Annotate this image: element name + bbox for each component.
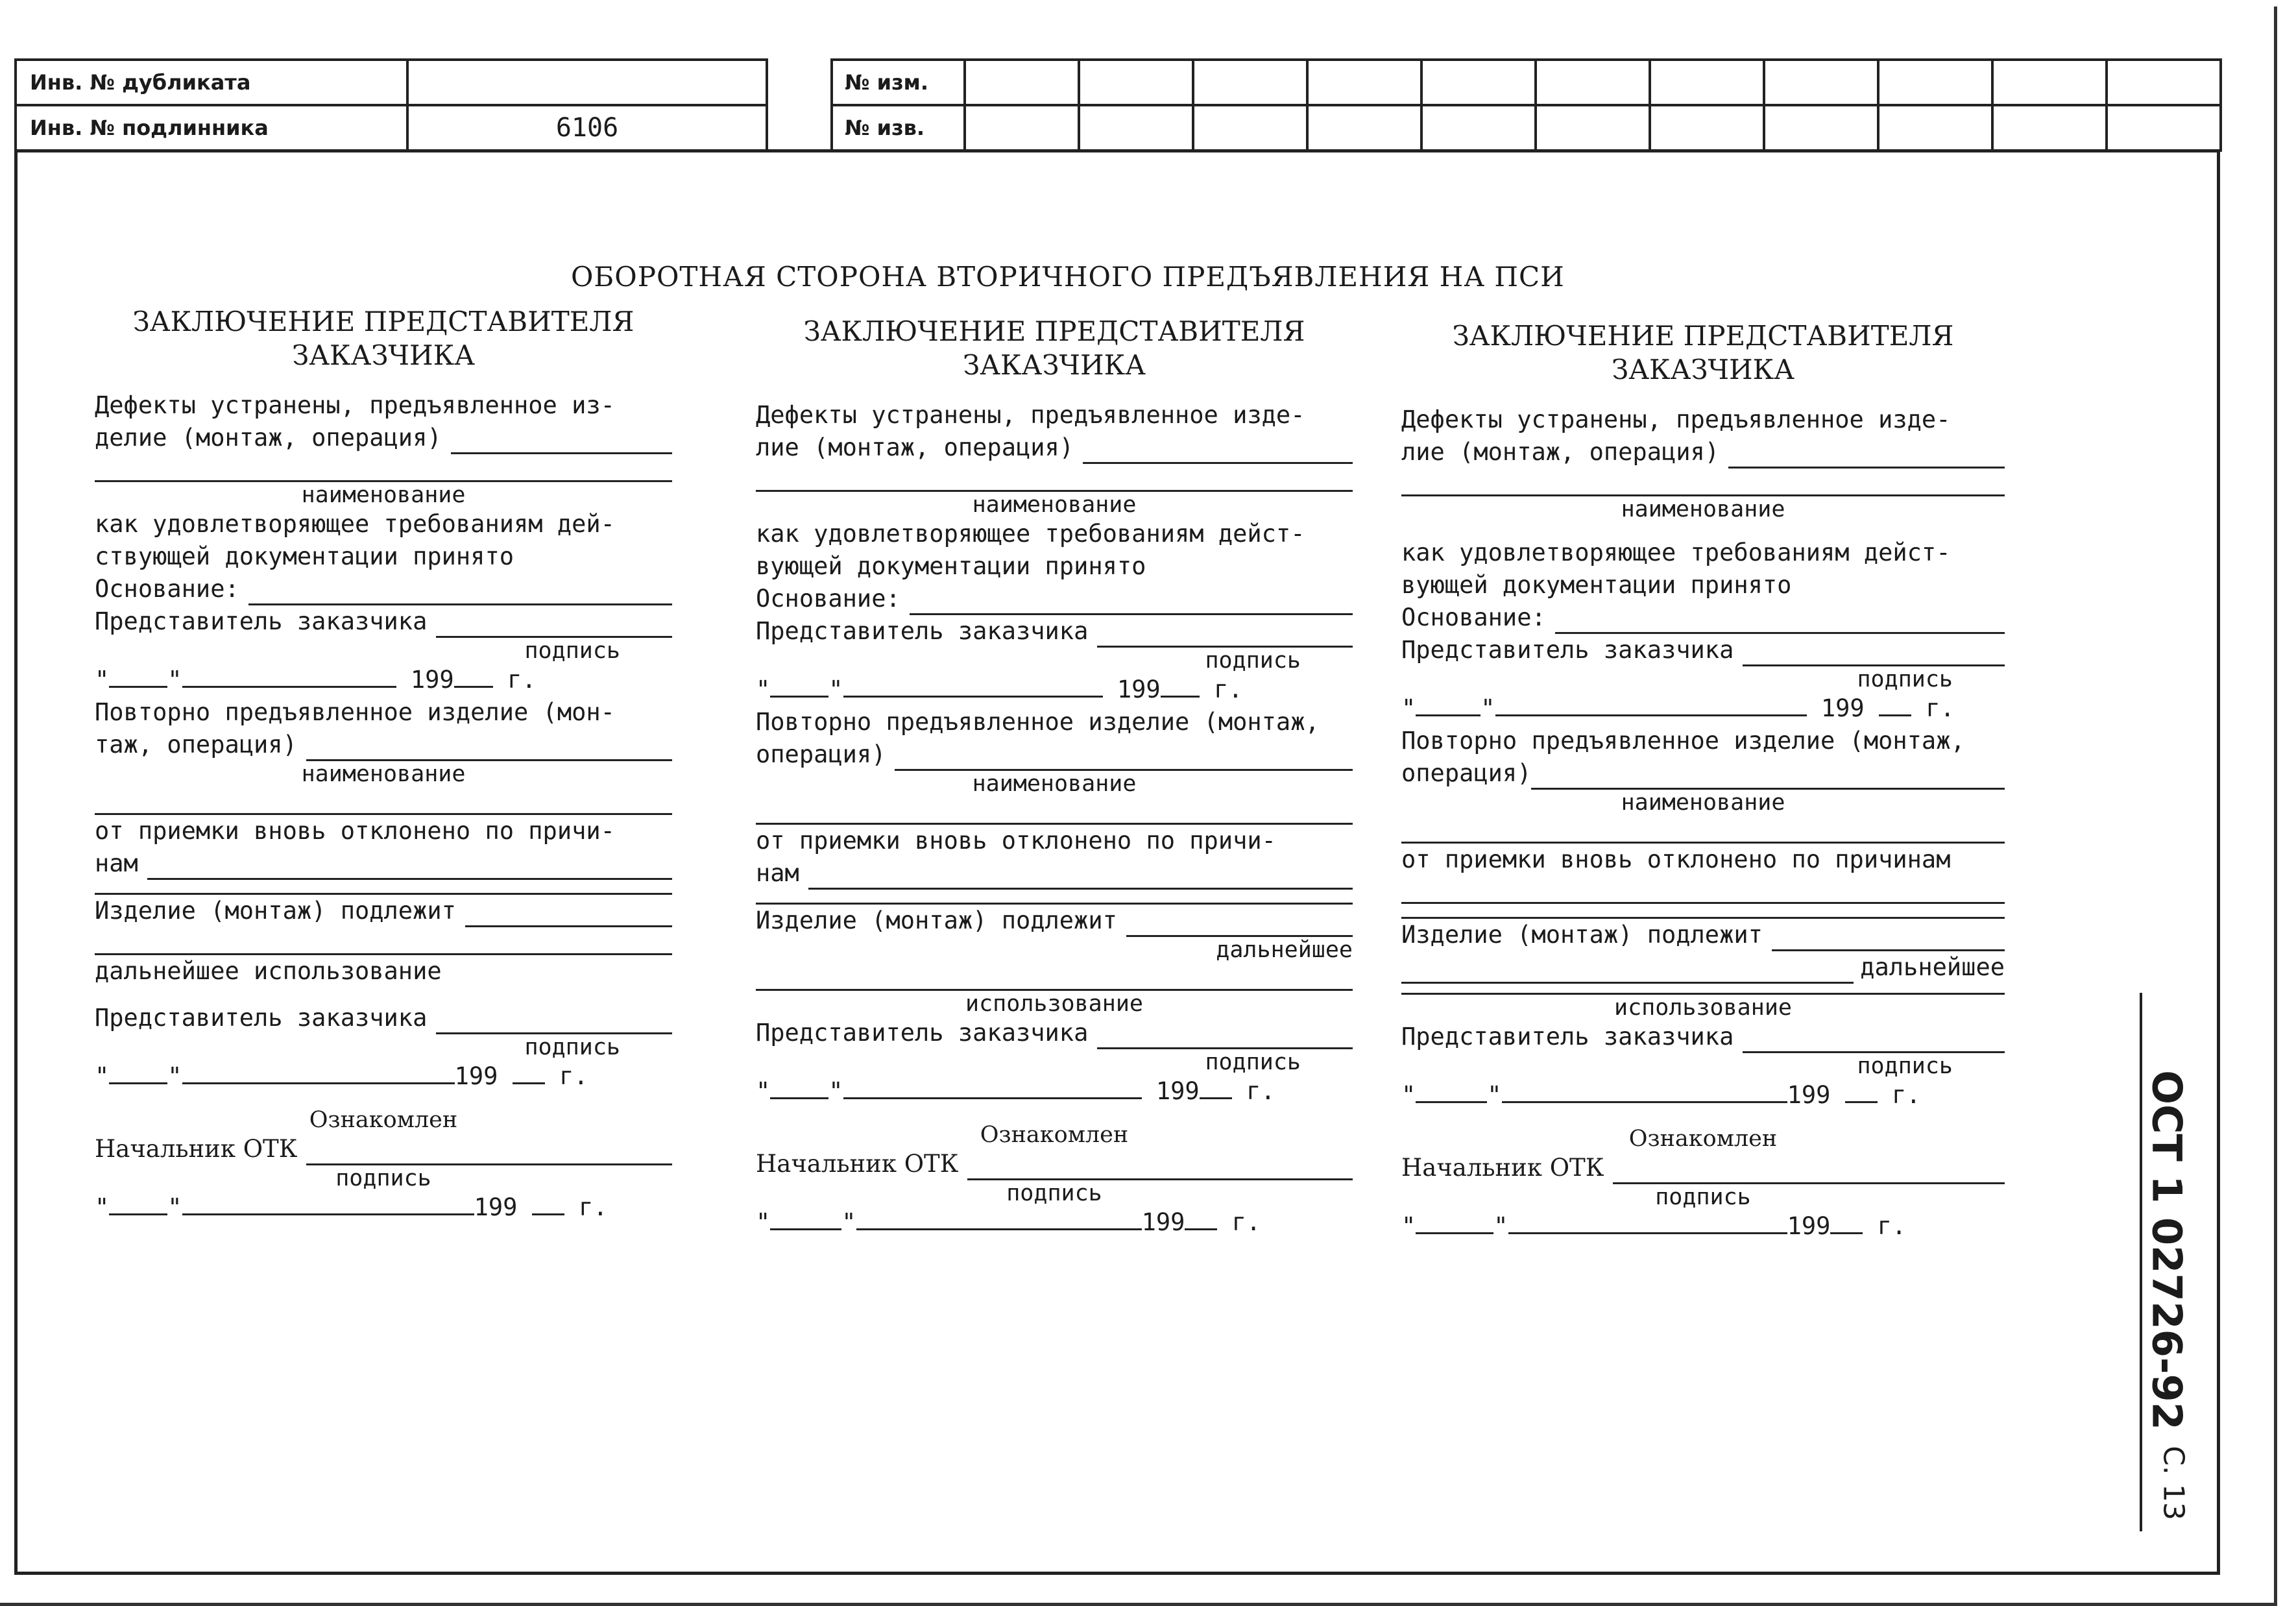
change-cell — [1650, 105, 1764, 151]
quote-mark: " — [1401, 1081, 1416, 1109]
fill-line[interactable] — [1401, 960, 1854, 984]
fill-line[interactable] — [1401, 876, 2005, 904]
caption: подпись — [1857, 666, 1953, 692]
fill-line[interactable] — [1531, 766, 2005, 790]
form-row — [756, 857, 1353, 890]
fill-line[interactable] — [95, 787, 672, 815]
month-blank[interactable] — [182, 1062, 455, 1084]
quote-mark: " — [1480, 694, 1495, 722]
quote-mark: " — [95, 1193, 110, 1221]
signature-line[interactable] — [1743, 1029, 2005, 1053]
year-suffix: г. — [1246, 1077, 1275, 1105]
standard-code: ОСТ 1 02726-92 — [2143, 1070, 2191, 1430]
change-cell — [1193, 105, 1307, 151]
text-line: ствующей документации принято — [95, 542, 514, 570]
day-blank[interactable] — [770, 675, 828, 698]
year-suffix: г. — [1877, 1212, 1907, 1240]
year-prefix: 199 — [1141, 1208, 1185, 1236]
fill-line[interactable] — [756, 890, 1353, 905]
dup-value — [407, 60, 767, 105]
change-cell — [1536, 105, 1650, 151]
heading-line: ЗАКАЗЧИКА — [1612, 354, 1795, 385]
otk-label: Начальник ОТК — [1401, 1154, 1604, 1182]
month-blank[interactable] — [856, 1208, 1142, 1230]
text-line: таж, операция) — [95, 731, 297, 759]
form-row — [756, 615, 1353, 648]
heading-line: ЗАКЛЮЧЕНИЕ ПРЕДСТАВИТЕЛЯ — [1452, 320, 1954, 352]
fill-line[interactable] — [465, 903, 672, 927]
change-cell — [1878, 105, 1992, 151]
page-number: С. 13 — [2157, 1446, 2190, 1520]
month-blank[interactable] — [843, 675, 1103, 698]
caption: подпись — [524, 1034, 620, 1060]
caption: наименование — [972, 492, 1137, 518]
signature-line[interactable] — [967, 1156, 1353, 1180]
year-blank[interactable] — [1200, 1077, 1232, 1099]
text-line: как удовлетворяющее требованиям дейст- — [1401, 539, 1951, 566]
date-row — [756, 1075, 1353, 1108]
quote-mark: " — [1487, 1081, 1502, 1109]
quote-mark: " — [167, 666, 182, 694]
fill-line[interactable] — [910, 591, 1353, 615]
text-line: вующей документации принято — [756, 552, 1146, 580]
change-cell — [1307, 60, 1421, 105]
inventory-stamp — [14, 58, 768, 152]
caption: подпись — [1006, 1180, 1102, 1206]
orig-label: Инв. № подлинника — [16, 105, 407, 151]
form-row — [756, 1148, 1353, 1180]
text-line: нам — [756, 859, 799, 887]
text-line: делие (монтаж, операция) — [95, 424, 442, 452]
year-blank[interactable] — [513, 1062, 545, 1084]
year-suffix: г. — [507, 666, 537, 694]
fill-line[interactable] — [95, 454, 672, 482]
caption: подпись — [1857, 1053, 1953, 1079]
rep-label: Представитель заказчика — [95, 607, 428, 635]
day-blank[interactable] — [1416, 1080, 1487, 1103]
form-row — [1401, 634, 2005, 666]
date-row — [1401, 692, 2005, 725]
form-row — [1401, 436, 2005, 468]
change-cell — [2107, 105, 2221, 151]
quote-mark: " — [95, 1062, 110, 1090]
fill-line[interactable] — [248, 581, 672, 605]
quote-mark: " — [1401, 1212, 1416, 1240]
fill-line[interactable] — [1083, 440, 1353, 464]
year-blank[interactable] — [1879, 694, 1911, 716]
form-row — [95, 605, 672, 638]
day-blank[interactable] — [770, 1077, 828, 1099]
text-line: от приемки вновь отклонено по причи- — [95, 817, 615, 845]
quote-mark: " — [828, 1077, 843, 1105]
year-prefix: 199 — [1155, 1077, 1200, 1105]
day-blank[interactable] — [770, 1208, 841, 1230]
form-row — [95, 895, 672, 927]
form-row — [1401, 757, 2005, 790]
date-row — [95, 664, 672, 696]
acquainted-label: Ознакомлен — [1628, 1126, 1778, 1152]
basis-label: Основание: — [95, 575, 239, 603]
year-prefix: 199 — [1787, 1081, 1831, 1109]
designation-rule — [2140, 993, 2142, 1531]
change-cell — [1307, 105, 1421, 151]
text-line: лие (монтаж, операция) — [1401, 438, 1720, 466]
form-row — [1401, 602, 2005, 634]
rep-label: Представитель заказчика — [756, 1019, 1089, 1047]
document-designation — [2115, 993, 2206, 1551]
fill-line[interactable] — [306, 737, 672, 761]
signature-line[interactable] — [306, 1141, 672, 1165]
text-line: нам — [95, 849, 138, 877]
caption: наименование — [301, 482, 466, 508]
change-cell — [965, 105, 1079, 151]
form-row — [1401, 919, 2005, 951]
form-row — [1401, 1152, 2005, 1184]
acquainted-label: Ознакомлен — [980, 1122, 1129, 1148]
heading-line: ЗАКЛЮЧЕНИЕ ПРЕДСТАВИТЕЛЯ — [132, 306, 634, 337]
fill-line[interactable] — [1401, 984, 2005, 995]
year-blank[interactable] — [1185, 1208, 1217, 1230]
form-row — [95, 422, 672, 454]
text-line: Дефекты устранены, предъявленное изде- — [1401, 406, 1951, 433]
date-row — [1401, 1079, 2005, 1112]
text-line: как удовлетворяющее требованиям дейст- — [756, 520, 1305, 548]
year-suffix: г. — [578, 1193, 608, 1221]
fill-line[interactable] — [1401, 904, 2005, 919]
signature-line[interactable] — [436, 1010, 672, 1034]
caption: наименование — [301, 761, 466, 787]
change-cell — [1079, 60, 1193, 105]
signature-line[interactable] — [1613, 1160, 2005, 1184]
text-line: Изделие (монтаж) подлежит — [756, 906, 1117, 934]
year-prefix: 199 — [454, 1062, 498, 1090]
caption: наименование — [1621, 496, 1785, 522]
change-cell — [1764, 105, 1878, 151]
year-prefix: 199 — [1820, 694, 1865, 722]
change-cell — [965, 60, 1079, 105]
text-line: дальнейшее использование — [95, 957, 442, 985]
rep-label: Представитель заказчика — [756, 617, 1089, 645]
otk-label: Начальник ОТК — [756, 1150, 959, 1178]
section-heading — [95, 305, 672, 372]
quote-mark: " — [1401, 694, 1416, 722]
text-line: Дефекты устранены, предъявленное изде- — [756, 401, 1305, 429]
text-line: операция) — [756, 740, 886, 768]
form-row — [95, 573, 672, 605]
izv-label: № изв. — [832, 105, 965, 151]
caption: использование — [965, 991, 1143, 1017]
form-row — [756, 1017, 1353, 1049]
fill-line[interactable] — [1401, 816, 2005, 844]
text-line: от приемки вновь отклонено по причинам — [1401, 846, 1951, 873]
fill-line[interactable] — [756, 963, 1353, 991]
day-blank[interactable] — [109, 1193, 167, 1215]
date-row — [756, 1206, 1353, 1239]
text-line: лие (монтаж, операция) — [756, 433, 1074, 461]
signature-line[interactable] — [1097, 1025, 1353, 1049]
day-blank[interactable] — [1416, 1211, 1493, 1234]
text-line: дальнейшее — [1860, 953, 2005, 981]
orig-value: 6106 — [407, 105, 767, 151]
conclusion-block-3 — [1401, 319, 2005, 1243]
year-blank[interactable] — [454, 665, 493, 688]
date-row — [756, 674, 1353, 706]
caption: подпись — [1205, 648, 1301, 674]
text-line: от приемки вновь отклонено по причи- — [756, 827, 1276, 855]
basis-label: Основание: — [1401, 603, 1546, 631]
form-row — [756, 738, 1353, 771]
year-prefix: 199 — [1117, 675, 1161, 703]
month-blank[interactable] — [843, 1077, 1142, 1099]
change-cell — [1079, 105, 1193, 151]
form-row — [756, 583, 1353, 615]
spacer — [95, 1093, 672, 1107]
spacer — [1401, 522, 2005, 537]
month-blank[interactable] — [182, 665, 396, 688]
fill-line[interactable] — [1126, 913, 1353, 937]
year-suffix: г. — [1231, 1208, 1261, 1236]
section-heading — [756, 315, 1353, 382]
quote-mark: " — [756, 675, 771, 703]
fill-line[interactable] — [1772, 927, 2005, 951]
dup-label: Инв. № дубликата — [16, 60, 407, 105]
form-row — [756, 905, 1353, 937]
heading-line: ЗАКАЗЧИКА — [292, 339, 475, 371]
quote-mark: " — [841, 1208, 856, 1236]
fill-line[interactable] — [1401, 468, 2005, 496]
text-line: Дефекты устранены, предъявленное из- — [95, 391, 615, 419]
day-blank[interactable] — [109, 1062, 167, 1084]
form-row — [756, 432, 1353, 464]
conclusion-block-2 — [756, 315, 1353, 1239]
month-blank[interactable] — [1495, 694, 1807, 716]
rep-label: Представитель заказчика — [95, 1004, 428, 1032]
year-prefix: 199 — [1787, 1212, 1831, 1240]
date-row — [95, 1060, 672, 1093]
day-blank[interactable] — [109, 665, 167, 688]
fill-line[interactable] — [1728, 444, 2005, 468]
change-cell — [1421, 60, 1536, 105]
izm-label: № изм. — [832, 60, 965, 105]
year-blank[interactable] — [1830, 1211, 1863, 1234]
change-cell — [1992, 105, 2107, 151]
change-cell — [1536, 60, 1650, 105]
fill-line[interactable] — [1555, 610, 2005, 634]
rep-label: Представитель заказчика — [1401, 1023, 1734, 1051]
form-row — [1401, 1021, 2005, 1053]
year-suffix: г. — [1926, 694, 1955, 722]
page-title: ОБОРОТНАЯ СТОРОНА ВТОРИЧНОГО ПРЕДЪЯВЛЕНИЯ НА ПСИ — [571, 261, 1565, 293]
year-blank[interactable] — [532, 1193, 564, 1215]
quote-mark: " — [167, 1062, 182, 1090]
date-row — [1401, 1210, 2005, 1243]
change-cell — [1421, 105, 1536, 151]
spacer — [756, 1108, 1353, 1122]
quote-mark: " — [95, 666, 110, 694]
caption: наименование — [1621, 790, 1785, 816]
caption: наименование — [972, 771, 1137, 797]
change-cell — [1650, 60, 1764, 105]
year-blank[interactable] — [1845, 1080, 1878, 1103]
fill-line[interactable] — [95, 927, 672, 955]
otk-label: Начальник ОТК — [95, 1135, 298, 1163]
basis-label: Основание: — [756, 585, 900, 613]
form-row — [95, 1002, 672, 1034]
fill-line[interactable] — [451, 430, 672, 454]
day-blank[interactable] — [1416, 694, 1480, 716]
date-row — [95, 1191, 672, 1224]
text-line: вующей документации принято — [1401, 571, 1792, 599]
section-heading — [1401, 319, 2005, 387]
change-cell — [1193, 60, 1307, 105]
text-line: Изделие (монтаж) подлежит — [1401, 921, 1763, 949]
year-prefix: 199 — [410, 666, 454, 694]
text-line: как удовлетворяющее требованиям дей- — [95, 510, 615, 538]
form-row — [95, 729, 672, 761]
text-line: Повторно предъявленное изделие (монтаж, — [756, 708, 1320, 736]
fill-line[interactable] — [895, 747, 1353, 771]
signature-line[interactable] — [1743, 642, 2005, 666]
month-blank[interactable] — [1502, 1080, 1787, 1103]
caption: использование — [1614, 995, 1792, 1021]
text-line: Повторно предъявленное изделие (мон- — [95, 698, 615, 726]
change-cell — [1764, 60, 1878, 105]
signature-line[interactable] — [1097, 624, 1353, 648]
conclusion-block-1 — [95, 305, 672, 1224]
change-cell — [2107, 60, 2221, 105]
fill-line[interactable] — [95, 880, 672, 895]
form-row — [95, 847, 672, 880]
text-line: Изделие (монтаж) подлежит — [95, 897, 456, 925]
year-suffix: г. — [1891, 1081, 1921, 1109]
change-cell — [1992, 60, 2107, 105]
month-blank[interactable] — [1508, 1211, 1787, 1234]
text-line: операция) — [1401, 759, 1532, 787]
fill-line[interactable] — [756, 797, 1353, 825]
outer-frame-right — [2274, 6, 2277, 1603]
fill-line[interactable] — [147, 856, 672, 880]
rep-label: Представитель заказчика — [1401, 636, 1734, 664]
caption: подпись — [1205, 1049, 1301, 1075]
year-blank[interactable] — [1161, 675, 1200, 698]
quote-mark: " — [167, 1193, 182, 1221]
caption: подпись — [524, 638, 620, 664]
quote-mark: " — [1493, 1212, 1508, 1240]
caption: дальнейшее — [1216, 937, 1353, 963]
acquainted-label: Ознакомлен — [309, 1107, 458, 1133]
quote-mark: " — [756, 1208, 771, 1236]
heading-line: ЗАКАЗЧИКА — [963, 349, 1146, 381]
caption: подпись — [335, 1165, 431, 1191]
fill-line[interactable] — [808, 866, 1353, 890]
signature-line[interactable] — [436, 614, 672, 638]
outer-frame-bottom — [0, 1603, 2277, 1606]
text-line: Повторно предъявленное изделие (монтаж, — [1401, 727, 1965, 755]
changes-stamp — [830, 58, 2222, 152]
caption: подпись — [1655, 1184, 1751, 1210]
year-suffix: г. — [1213, 675, 1243, 703]
quote-mark: " — [828, 675, 843, 703]
year-prefix: 199 — [474, 1193, 518, 1221]
form-row — [1401, 951, 2005, 984]
change-cell — [1878, 60, 1992, 105]
spacer — [95, 988, 672, 1002]
month-blank[interactable] — [182, 1193, 474, 1215]
heading-line: ЗАКЛЮЧЕНИЕ ПРЕДСТАВИТЕЛЯ — [803, 315, 1305, 347]
quote-mark: " — [756, 1077, 771, 1105]
spacer — [1401, 1112, 2005, 1126]
year-suffix: г. — [559, 1062, 588, 1090]
fill-line[interactable] — [756, 464, 1353, 492]
form-row — [95, 1133, 672, 1165]
